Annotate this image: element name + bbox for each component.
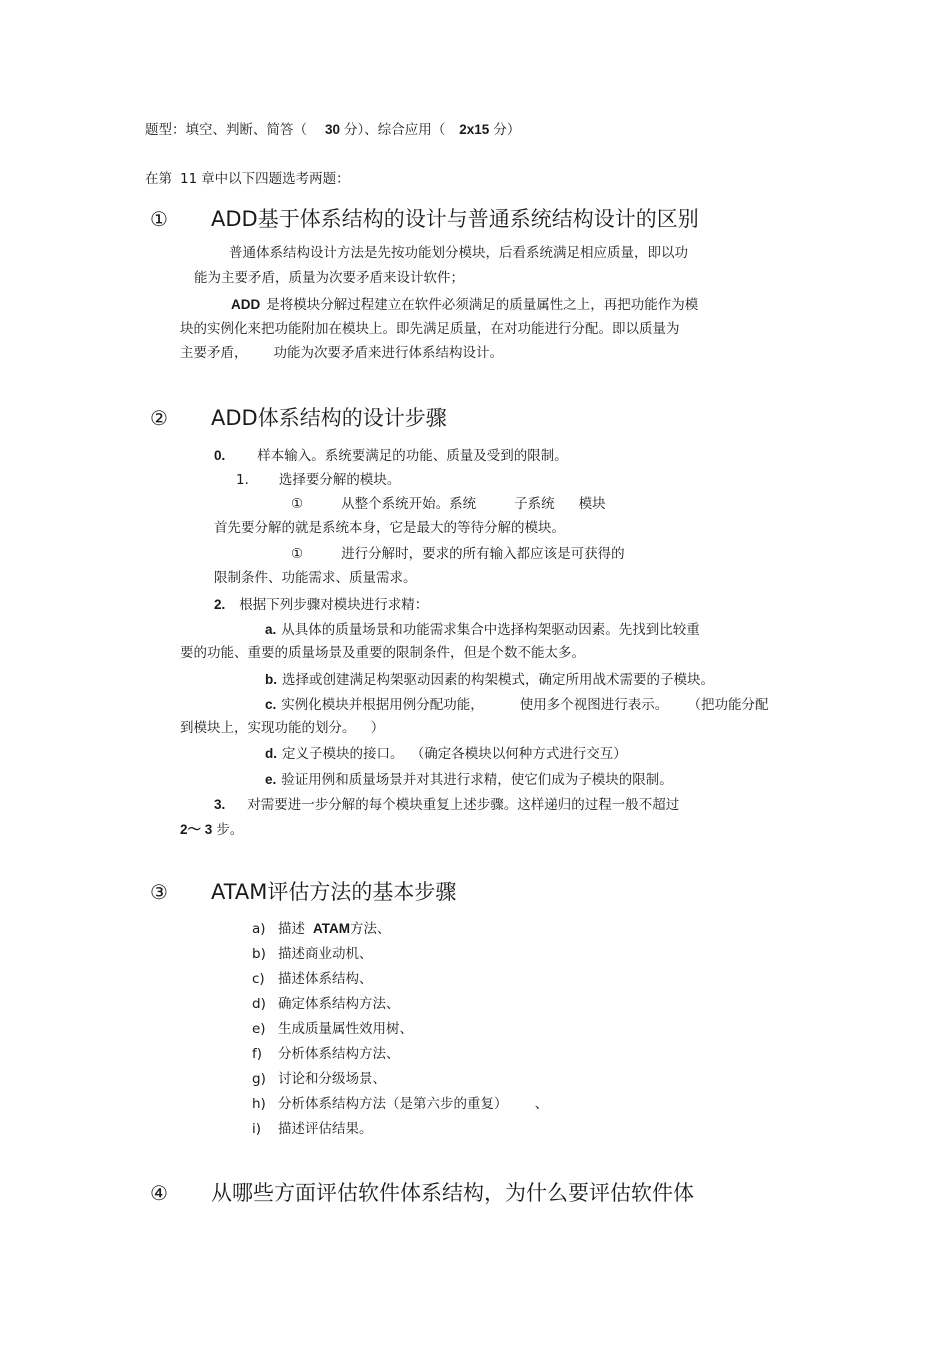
substep-line: b. 选择或创建满足构架驱动因素的构架模式，确定所用战术需要的子模块。 <box>265 672 714 688</box>
intro-line: 在第 11 章中以下四题选考两题： <box>145 171 350 187</box>
section-number: ④ <box>150 1181 168 1205</box>
section-number: ① <box>150 207 168 231</box>
list-item: e) 生成质量属性效用树、 <box>252 1021 413 1037</box>
list-item: a) 描述 ATAM方法、 <box>252 921 391 937</box>
step-line: 0. 样本输入。系统要满足的功能、质量及受到的限制。 <box>214 448 568 464</box>
step-line: 2～ 3 步。 <box>180 822 244 838</box>
exam-type-line: 题型：填空、判断、简答（ 30 分）、综合应用（ 2x15 分） <box>145 122 521 138</box>
substep-line: 首先要分解的就是系统本身，它是最大的等待分解的模块。 <box>214 520 565 536</box>
step-line: 1. 选择要分解的模块。 <box>236 472 401 488</box>
step-line: 2. 根据下列步骤对模块进行求精： <box>214 597 429 613</box>
list-item: d) 确定体系结构方法、 <box>252 996 400 1012</box>
substep-line: 限制条件、功能需求、质量需求。 <box>214 570 417 586</box>
list-item: i) 描述评估结果。 <box>252 1121 373 1137</box>
substep-line: 要的功能、重要的质量场景及重要的限制条件，但是个数不能太多。 <box>180 645 585 661</box>
paragraph-line: ADD 是将模块分解过程建立在软件必须满足的质量属性之上，再把功能作为模 <box>231 297 699 313</box>
paragraph-line: 普通体系结构设计方法是先按功能划分模块，后看系统满足相应质量，即以功 <box>229 245 688 261</box>
list-item: f) 分析体系结构方法、 <box>252 1046 400 1062</box>
substep-line: c. 实例化模块并根据用例分配功能， 使用多个视图进行表示。 （把功能分配 <box>265 697 769 713</box>
substep-line: d. 定义子模块的接口。 （确定各模块以何种方式进行交互） <box>265 746 627 762</box>
paragraph-line: 主要矛盾， 功能为次要矛盾来进行体系结构设计。 <box>180 345 503 361</box>
list-item: h) 分析体系结构方法（是第六步的重复） 、 <box>252 1096 549 1112</box>
substep-line: ① 进行分解时，要求的所有输入都应该是可获得的 <box>291 546 625 562</box>
section-heading: 从哪些方面评估软件体系结构，为什么要评估软件体 <box>211 1181 694 1205</box>
list-item: g) 讨论和分级场景、 <box>252 1071 386 1087</box>
section-number: ② <box>150 406 168 430</box>
paragraph-line: 能为主要矛盾，质量为次要矛盾来设计软件； <box>194 270 464 286</box>
section-heading: ADD基于体系结构的设计与普通系统结构设计的区别 <box>211 207 699 231</box>
section-heading: ADD体系结构的设计步骤 <box>211 406 447 430</box>
list-item: c) 描述体系结构、 <box>252 971 373 987</box>
step-line: 3. 对需要进一步分解的每个模块重复上述步骤。这样递归的过程一般不超过 <box>214 797 680 813</box>
substep-line: a. 从具体的质量场景和功能需求集合中选择构架驱动因素。先找到比较重 <box>265 622 700 638</box>
section-heading: ATAM评估方法的基本步骤 <box>211 880 457 904</box>
substep-line: e. 验证用例和质量场景并对其进行求精，使它们成为子模块的限制。 <box>265 772 673 788</box>
substep-line: ① 从整个系统开始。系统 子系统 模块 <box>291 496 606 512</box>
section-number: ③ <box>150 880 168 904</box>
list-item: b) 描述商业动机、 <box>252 946 373 962</box>
paragraph-line: 块的实例化来把功能附加在模块上。即先满足质量，在对功能进行分配。即以质量为 <box>180 321 680 337</box>
substep-line: 到模块上，实现功能的划分。 ） <box>180 720 385 736</box>
